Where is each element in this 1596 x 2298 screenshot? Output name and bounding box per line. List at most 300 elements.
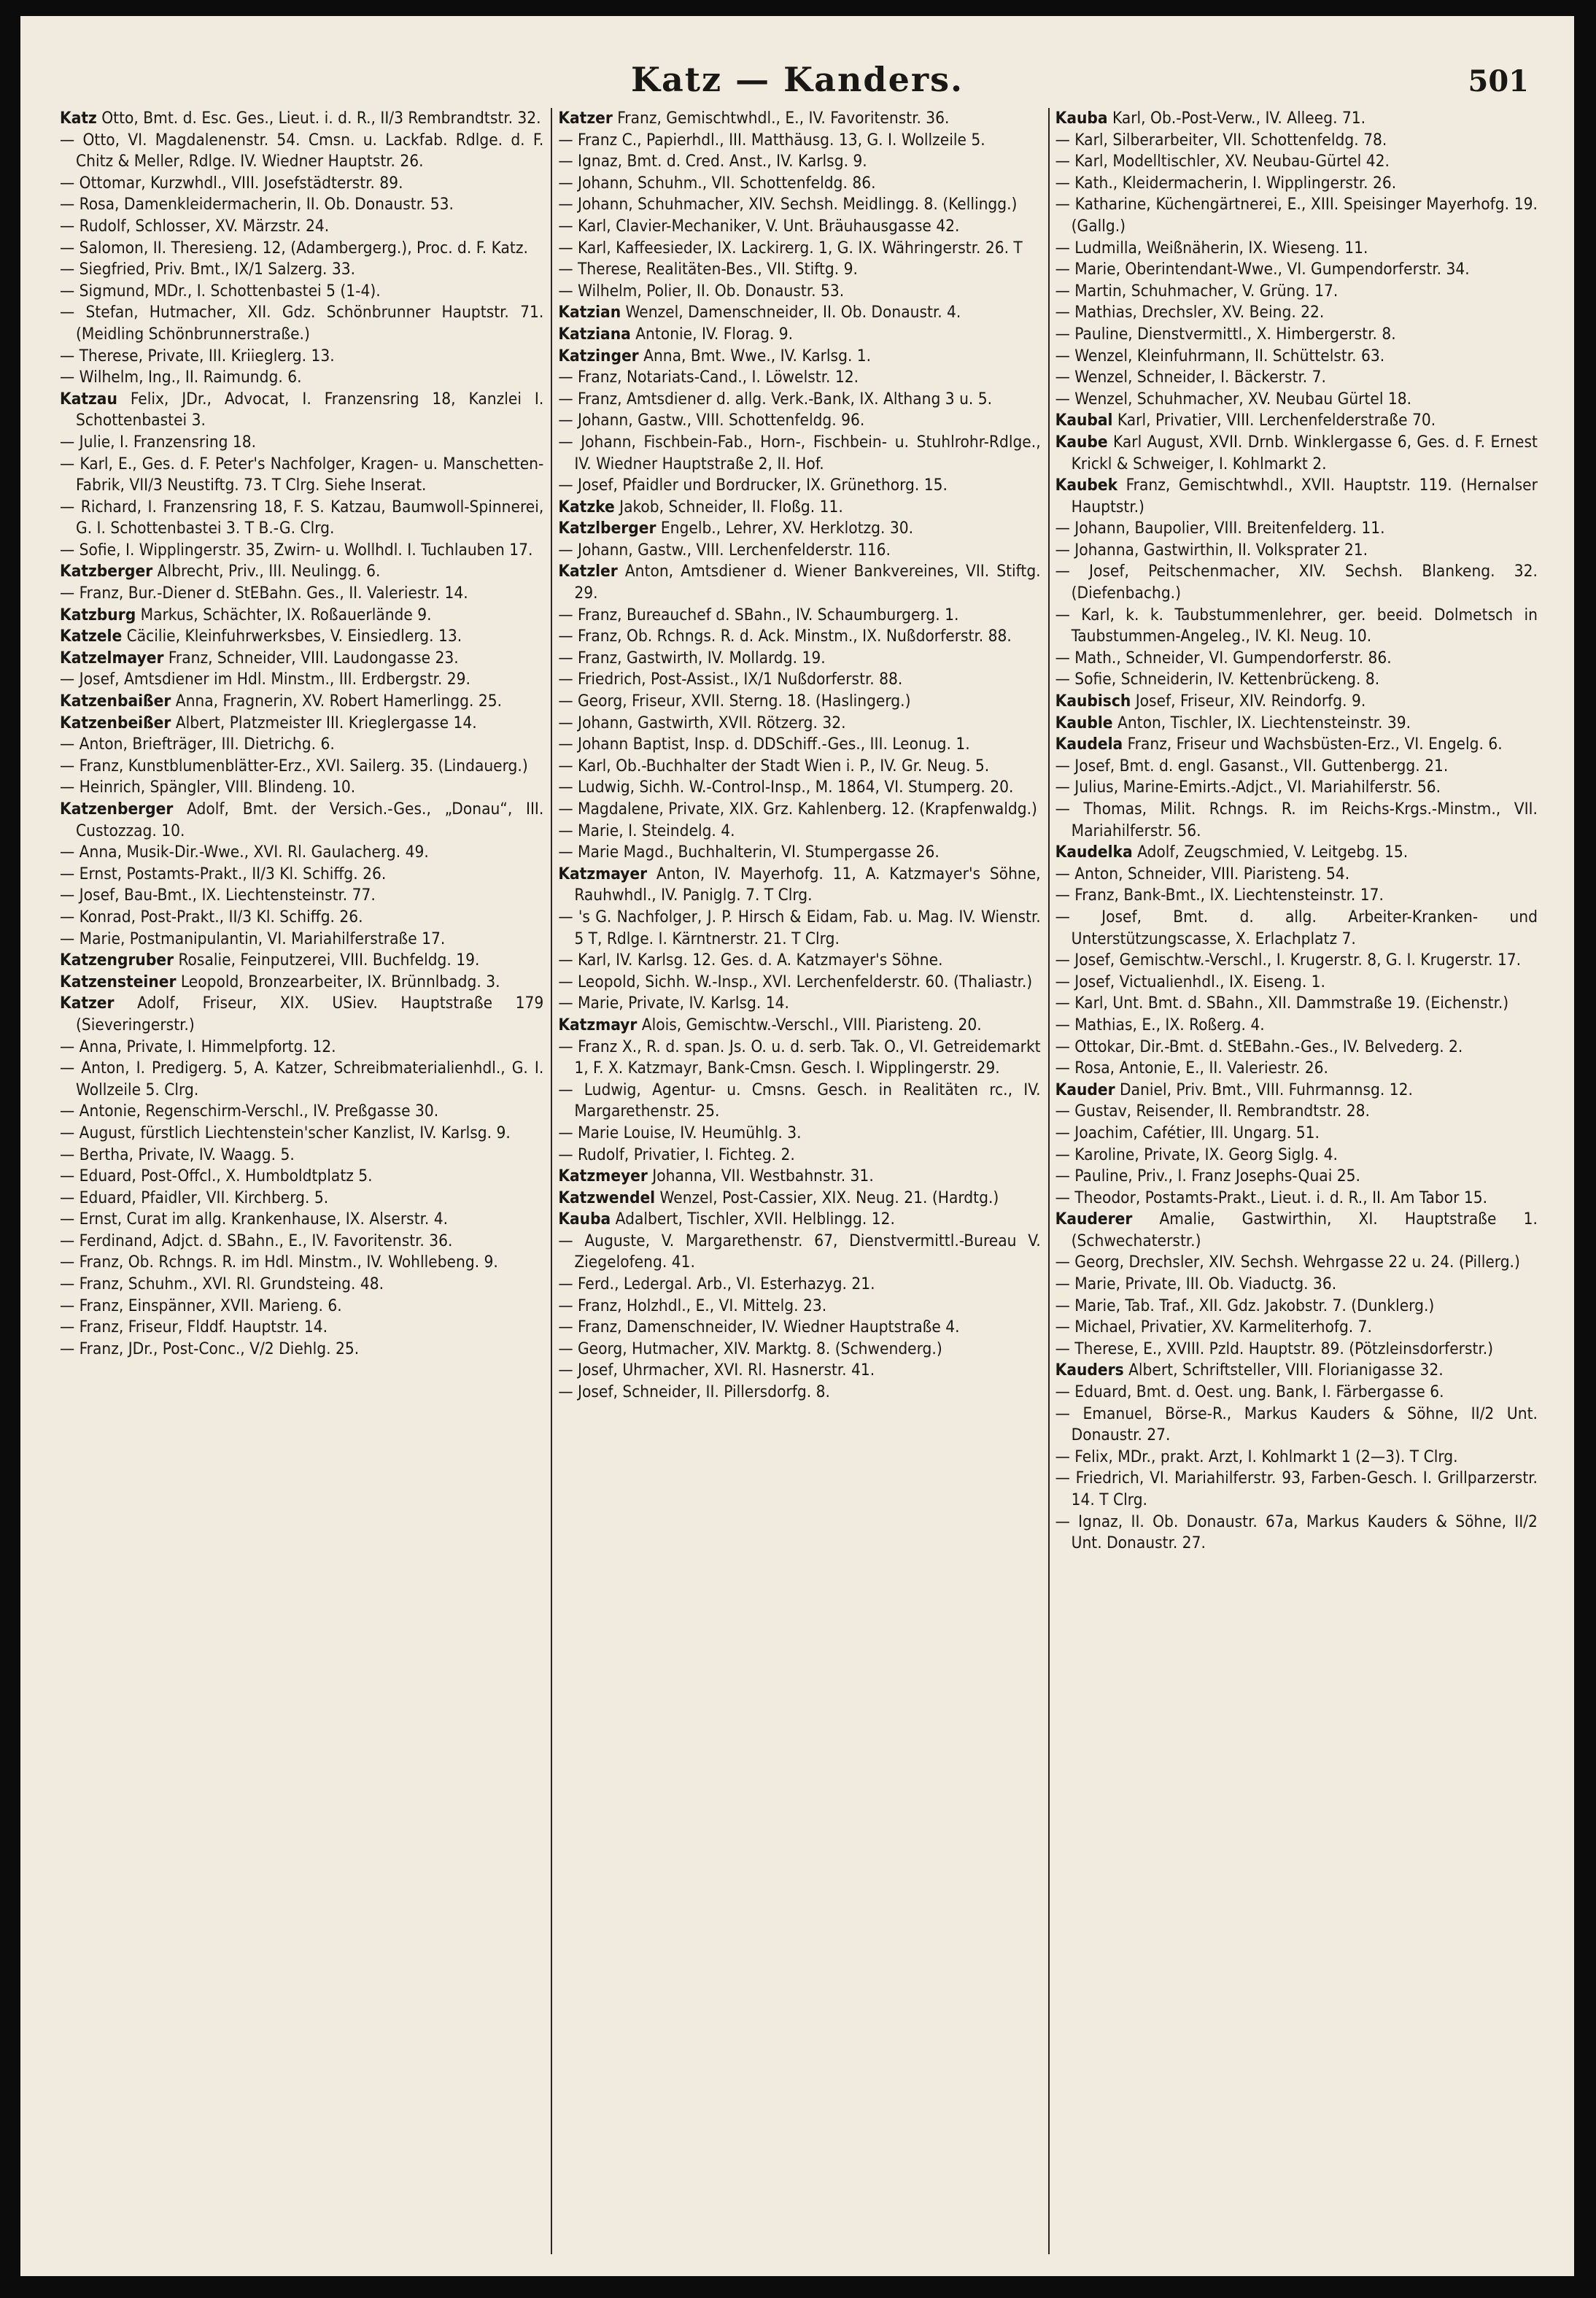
directory-entry bbox=[60, 1231, 543, 1253]
directory-entry bbox=[1055, 950, 1538, 972]
directory-entry bbox=[60, 194, 543, 216]
entry-surname: Katzer bbox=[60, 994, 115, 1013]
directory-entry bbox=[1055, 1339, 1538, 1361]
entry-text: Franz, Schneider, VIII. Laudongasse 23. bbox=[163, 648, 459, 668]
entry-text: — Marie, I. Steindelg. 4. bbox=[558, 821, 735, 840]
directory-entry bbox=[558, 691, 1040, 713]
directory-entry bbox=[60, 259, 543, 281]
directory-entry bbox=[558, 540, 1040, 562]
entry-text: — Franz C., Papierhdl., III. Matthäusg. 13, G. I. Wollzeile 5. bbox=[558, 130, 985, 150]
directory-entry bbox=[60, 1317, 543, 1339]
entry-text: — Josef, Victualienhdl., IX. Eiseng. 1. bbox=[1055, 972, 1325, 991]
entry-text: — Franz, Ob. Rchngs. R. d. Ack. Minstm., IX. Nußdorferstr. 88. bbox=[558, 627, 1012, 646]
entry-text: — Karl, IV. Karlsg. 12. Ges. d. A. Katzmayer's Söhne. bbox=[558, 951, 943, 970]
entry-text: — Wenzel, Schuhmacher, XV. Neubau Gürtel 18. bbox=[1055, 389, 1412, 409]
entry-text: — Franz, Amtsdiener d. allg. Verk.-Bank, IX. Althang 3 u. 5. bbox=[558, 389, 993, 409]
entry-text: — Ferd., Ledergal. Arb., VI. Esterhazyg. 21. bbox=[558, 1274, 875, 1294]
entry-surname: Katzberger bbox=[60, 562, 153, 581]
entry-surname: Katzian bbox=[558, 303, 621, 322]
directory-entry bbox=[558, 1360, 1040, 1382]
directory-entry bbox=[558, 475, 1040, 497]
directory-entry bbox=[60, 907, 543, 929]
directory-entry bbox=[558, 799, 1040, 821]
entry-surname: Katzmayr bbox=[558, 1015, 638, 1034]
directory-entry bbox=[1055, 432, 1538, 475]
entry-text: — Johann, Schuhmacher, XIV. Sechsh. Meidlingg. 8. (Kellingg.) bbox=[558, 195, 1018, 214]
entry-text: — Anna, Musik-Dir.-Wwe., XVI. Rl. Gaulacherg. 49. bbox=[60, 843, 429, 862]
entry-text: — Antonie, Regenschirm-Verschl., IV. Preßgasse 30. bbox=[60, 1102, 439, 1121]
directory-entry bbox=[558, 281, 1040, 303]
entry-text: — Salomon, II. Theresieng. 12, (Adambergerg.), Proc. d. F. Katz. bbox=[60, 238, 528, 258]
directory-entry bbox=[558, 626, 1040, 648]
entry-text: — Franz, Ob. Rchngs. R. im Hdl. Minstm., IV. Wohllebeng. 9. bbox=[60, 1253, 498, 1272]
directory-entry bbox=[60, 1123, 543, 1145]
directory-entry bbox=[60, 302, 543, 345]
directory-entry bbox=[558, 1382, 1040, 1404]
directory-entry bbox=[558, 1145, 1040, 1167]
directory-entry bbox=[558, 648, 1040, 670]
directory-entry bbox=[558, 1015, 1040, 1037]
directory-entry bbox=[1055, 194, 1538, 237]
entry-text: — Richard, I. Franzensring 18, F. S. Katzau, Baumwoll-Spinnerei, G. I. Schottenbastei 3. T B.-G. Clrg. bbox=[60, 497, 544, 538]
entry-surname: Kaubek bbox=[1055, 476, 1118, 495]
entry-text: — Ottokar, Dir.-Bmt. d. StEBahn.-Ges., IV. Belvederg. 2. bbox=[1055, 1037, 1463, 1056]
entry-text: — Anton, I. Predigerg. 5, A. Katzer, Schreibmaterialienhdl., G. I. Wollzeile 5. Clrg. bbox=[60, 1059, 544, 1099]
directory-entry bbox=[558, 756, 1040, 778]
directory-entry bbox=[1055, 1145, 1538, 1167]
entry-text: — Johann, Gastwirth, XVII. Rötzerg. 32. bbox=[558, 713, 846, 732]
directory-entry bbox=[60, 777, 543, 799]
entry-text: — Anton, Schneider, VIII. Piaristeng. 54. bbox=[1055, 864, 1350, 883]
entry-text: — Karl, Silberarbeiter, VII. Schottenfeldg. 78. bbox=[1055, 130, 1387, 150]
entry-text: — Franz, Damenschneider, IV. Wiedner Hauptstraße 4. bbox=[558, 1318, 960, 1337]
directory-entry bbox=[558, 993, 1040, 1015]
entry-text: Jakob, Schneider, II. Floßg. 11. bbox=[614, 497, 843, 517]
entry-text: Daniel, Priv. Bmt., VIII. Fuhrmannsg. 12. bbox=[1115, 1080, 1413, 1099]
entry-text: — Otto, VI. Magdalenenstr. 54. Cmsn. u. Lackfab. Rdlge. d. F. Chitz & Meller, Rdlge. IV. Wiedner Hauptstr. 26. bbox=[60, 130, 544, 171]
directory-entry bbox=[558, 669, 1040, 691]
entry-text: — Karl, Modelltischler, XV. Neubau-Gürtel 42. bbox=[1055, 152, 1390, 171]
entry-surname: Kauderer bbox=[1055, 1210, 1133, 1229]
entry-text: — Johann, Gastw., VIII. Lerchenfelderstr. 116. bbox=[558, 540, 891, 560]
entry-text: — Mathias, Drechsler, XV. Being. 22. bbox=[1055, 303, 1325, 322]
entry-text: — Karl, Kaffeesieder, IX. Lackirerg. 1, G. IX. Währingerstr. 26. T bbox=[558, 238, 1023, 258]
entry-text: — Franz, Holzhdl., E., VI. Mittelg. 23. bbox=[558, 1296, 827, 1315]
entry-text: — Ernst, Postamts-Prakt., II/3 Kl. Schiffg. 26. bbox=[60, 864, 387, 883]
directory-entry bbox=[1055, 1360, 1538, 1382]
entry-text: — Johann, Baupolier, VIII. Breitenfelderg. 11. bbox=[1055, 519, 1385, 538]
entry-text: — Franz, JDr., Post-Conc., V/2 Diehlg. 25. bbox=[60, 1339, 360, 1358]
entry-text: — Eduard, Bmt. d. Oest. ung. Bank, I. Färbergasse 6. bbox=[1055, 1382, 1444, 1402]
entry-text: — Anton, Briefträger, III. Dietrichg. 6. bbox=[60, 735, 335, 754]
directory-entry bbox=[60, 669, 543, 691]
entry-text: — Ludmilla, Weißnäherin, IX. Wieseng. 11. bbox=[1055, 238, 1368, 258]
directory-entry bbox=[558, 713, 1040, 735]
directory-entry bbox=[1055, 885, 1538, 907]
entry-text: — Josef, Schneider, II. Pillersdorfg. 8. bbox=[558, 1382, 830, 1402]
directory-entry bbox=[60, 1296, 543, 1318]
directory-entry bbox=[60, 993, 543, 1036]
directory-entry bbox=[60, 1166, 543, 1188]
entry-surname: Kaudela bbox=[1055, 735, 1123, 754]
entry-text: — Franz, Schuhm., XVI. Rl. Grundsteing. 48. bbox=[60, 1274, 384, 1294]
entry-text: — Therese, Private, III. Kriieglerg. 13. bbox=[60, 346, 335, 365]
directory-entry bbox=[60, 1274, 543, 1296]
entry-text: — Leopold, Sichh. W.-Insp., XVI. Lerchenfelderstr. 60. (Thaliastr.) bbox=[558, 972, 1033, 991]
directory-entry bbox=[1055, 691, 1538, 713]
entry-text: — Pauline, Dienstvermittl., X. Himbergerstr. 8. bbox=[1055, 324, 1396, 344]
entry-text: — Karl, k. k. Taubstummenlehrer, ger. beeid. Dolmetsch in Taubstummen-Angeleg., IV. Kl. Neug. 10. bbox=[1055, 605, 1538, 646]
entry-surname: Katzau bbox=[60, 389, 117, 409]
entry-text: Franz, Friseur und Wachsbüsten-Erz., VI. Engelg. 6. bbox=[1123, 735, 1503, 754]
entry-text: — Wenzel, Schneider, I. Bäckerstr. 7. bbox=[1055, 368, 1326, 387]
directory-entry bbox=[60, 389, 543, 432]
directory-entry bbox=[558, 302, 1040, 324]
entry-text: Wenzel, Damenschneider, II. Ob. Donaustr. 4. bbox=[621, 303, 961, 322]
directory-entry bbox=[1055, 281, 1538, 303]
entry-text: — Georg, Friseur, XVII. Sterng. 18. (Haslingerg.) bbox=[558, 692, 911, 711]
directory-entry bbox=[1055, 1188, 1538, 1210]
entry-text: — Franz X., R. d. span. Js. O. u. d. serb. Tak. O., VI. Getreidemarkt 1, F. X. Katzmayr, Bank-Cmsn. Gesch. I. Wipplingerstr. 29. bbox=[558, 1037, 1041, 1078]
directory-entry bbox=[60, 367, 543, 389]
directory-entry bbox=[558, 842, 1040, 864]
entry-text: — Georg, Drechsler, XIV. Sechsh. Wehrgasse 22 u. 24. (Pillerg.) bbox=[1055, 1253, 1520, 1272]
directory-entry bbox=[1055, 1252, 1538, 1274]
entry-text: — Karl, E., Ges. d. F. Peter's Nachfolger, Kragen- u. Manschetten-Fabrik, VII/3 Neustiftg. 73. T Clrg. Siehe Inserat. bbox=[60, 454, 544, 495]
directory-entry bbox=[1055, 259, 1538, 281]
directory-entry bbox=[1055, 1058, 1538, 1080]
directory-entry bbox=[60, 561, 543, 583]
entry-text: Felix, JDr., Advocat, I. Franzensring 18, Kanzlei I. Schottenbastei 3. bbox=[76, 389, 544, 430]
entry-text: Johanna, VII. Westbahnstr. 31. bbox=[647, 1167, 874, 1186]
directory-entry bbox=[60, 605, 543, 627]
directory-entry bbox=[558, 108, 1040, 130]
directory-entry bbox=[558, 1317, 1040, 1339]
directory-entry bbox=[1055, 713, 1538, 735]
directory-entry bbox=[60, 1209, 543, 1231]
entry-text: — Martin, Schuhmacher, V. Grüng. 17. bbox=[1055, 281, 1339, 301]
entry-text: — Franz, Kunstblumenblätter-Erz., XVI. Sailerg. 35. (Lindauerg.) bbox=[60, 756, 528, 775]
directory-entry bbox=[1055, 1317, 1538, 1339]
entry-text: Anton, Tischler, IX. Liechtensteinstr. 39. bbox=[1112, 713, 1411, 732]
directory-entry bbox=[558, 777, 1040, 799]
directory-entry bbox=[60, 929, 543, 951]
directory-page bbox=[20, 16, 1574, 2276]
directory-entry bbox=[558, 151, 1040, 173]
directory-entry bbox=[60, 1339, 543, 1361]
directory-entry bbox=[1055, 238, 1538, 260]
entry-surname: Kaubal bbox=[1055, 411, 1113, 430]
entry-text: — Wenzel, Kleinfuhrmann, II. Schüttelstr. 63. bbox=[1055, 346, 1385, 365]
directory-entry bbox=[558, 367, 1040, 389]
entry-text: — Ignaz, Bmt. d. Cred. Anst., IV. Karlsg. 9. bbox=[558, 152, 867, 171]
entry-text: — Gustav, Reisender, II. Rembrandtstr. 28. bbox=[1055, 1102, 1370, 1121]
entry-surname: Katz bbox=[60, 109, 97, 128]
entry-text: — Siegfried, Priv. Bmt., IX/1 Salzerg. 33. bbox=[60, 260, 356, 279]
entry-text: — Magdalene, Private, XIX. Grz. Kahlenberg. 12. (Krapfenwaldg.) bbox=[558, 800, 1037, 819]
directory-entry bbox=[60, 238, 543, 260]
entry-text: — Michael, Privatier, XV. Karmeliterhofg. 7. bbox=[1055, 1318, 1372, 1337]
entry-text: — Anna, Private, I. Himmelpfortg. 12. bbox=[60, 1037, 336, 1056]
entry-text: Amalie, Gastwirthin, XI. Hauptstraße 1. (Schwechaterstr.) bbox=[1071, 1210, 1538, 1250]
directory-entry bbox=[558, 1188, 1040, 1210]
directory-entry bbox=[558, 130, 1040, 152]
directory-entry bbox=[558, 410, 1040, 432]
entry-surname: Kauble bbox=[1055, 713, 1113, 732]
entry-text: — Thomas, Milit. Rchngs. R. im Reichs-Krgs.-Minstm., VII. Mariahilferstr. 56. bbox=[1055, 800, 1538, 840]
entry-text: — Pauline, Priv., I. Franz Josephs-Quai 25. bbox=[1055, 1167, 1360, 1186]
entry-text: — Marie Louise, IV. Heumühlg. 3. bbox=[558, 1123, 802, 1142]
directory-entry bbox=[1055, 151, 1538, 173]
directory-entry bbox=[60, 864, 543, 886]
entry-text: Cäcilie, Kleinfuhrwerksbes, V. Einsiedlerg. 13. bbox=[122, 627, 462, 646]
entry-text: Josef, Friseur, XIV. Reindorfg. 9. bbox=[1131, 692, 1366, 711]
entry-text: Karl, Ob.-Post-Verw., IV. Alleeg. 71. bbox=[1107, 109, 1366, 128]
entry-text: Anna, Fragnerin, XV. Robert Hamerlingg. 25. bbox=[171, 692, 503, 711]
directory-entry bbox=[60, 691, 543, 713]
directory-entry bbox=[558, 216, 1040, 238]
directory-entry bbox=[1055, 734, 1538, 756]
entry-text: — Wilhelm, Ing., II. Raimundg. 6. bbox=[60, 368, 302, 387]
page-number: 501 bbox=[1468, 64, 1529, 98]
directory-entry bbox=[1055, 777, 1538, 799]
directory-entry bbox=[558, 1123, 1040, 1145]
entry-text: — Julius, Marine-Emirts.-Adjct., VI. Mariahilferstr. 56. bbox=[1055, 778, 1441, 797]
directory-entry bbox=[60, 756, 543, 778]
entry-text: — Franz, Bur.-Diener d. StEBahn. Ges., II. Valeriestr. 14. bbox=[60, 584, 468, 603]
directory-entry bbox=[60, 346, 543, 368]
entry-text: — Rosa, Antonie, E., II. Valeriestr. 26. bbox=[1055, 1059, 1328, 1078]
directory-entry bbox=[60, 540, 543, 562]
entry-surname: Katzler bbox=[558, 562, 618, 581]
directory-entry bbox=[1055, 993, 1538, 1015]
entry-surname: Katzwendel bbox=[558, 1188, 656, 1207]
directory-entry bbox=[1055, 1512, 1538, 1555]
entry-text: — Theodor, Postamts-Prakt., Lieut. i. d. R., II. Am Tabor 15. bbox=[1055, 1188, 1488, 1207]
entry-text: — Johann Baptist, Insp. d. DDSchiff.-Ges., III. Leonug. 1. bbox=[558, 735, 970, 754]
directory-entry bbox=[558, 734, 1040, 756]
entry-text: Alois, Gemischtw.-Verschl., VIII. Piaristeng. 20. bbox=[637, 1015, 982, 1034]
entry-text: — Johann, Schuhm., VII. Schottenfeldg. 86. bbox=[558, 173, 876, 193]
directory-entry bbox=[1055, 561, 1538, 604]
entry-surname: Kauder bbox=[1055, 1080, 1115, 1099]
running-title: Katz — Kanders. bbox=[631, 60, 964, 99]
entry-text: Adolf, Zeugschmied, V. Leitgebg. 15. bbox=[1132, 843, 1409, 862]
entry-text: — Karl, Ob.-Buchhalter der Stadt Wien i. P., IV. Gr. Neug. 5. bbox=[558, 756, 990, 775]
entry-text: — Josef, Peitschenmacher, XIV. Sechsh. Blankeng. 32. (Diefenbachg.) bbox=[1055, 562, 1538, 603]
directory-entry bbox=[1055, 1447, 1538, 1469]
directory-entry bbox=[1055, 669, 1538, 691]
entry-text: Adolf, Bmt. der Versich.-Ges., „Donau“, III. Custozzag. 10. bbox=[76, 800, 544, 840]
entry-text: — Josef, Gemischtw.-Verschl., I. Krugerstr. 8, G. I. Krugerstr. 17. bbox=[1055, 951, 1522, 970]
entry-text: — Johann, Fischbein-Fab., Horn-, Fischbein- u. Stuhlrohr-Rdlge., IV. Wiedner Hauptstraße 2, II. Hof. bbox=[558, 432, 1041, 473]
directory-entry bbox=[558, 561, 1040, 604]
entry-text: Anna, Bmt. Wwe., IV. Karlsg. 1. bbox=[638, 346, 872, 365]
entry-text: Albrecht, Priv., III. Neulingg. 6. bbox=[152, 562, 381, 581]
entry-text: Adolf, Friseur, XIX. USiev. Hauptstraße 179 (Sieveringerstr.) bbox=[76, 994, 544, 1034]
entry-surname: Katzmayer bbox=[558, 864, 648, 883]
entry-text: Markus, Schächter, IX. Roßauerlände 9. bbox=[136, 605, 432, 624]
directory-entry bbox=[558, 518, 1040, 540]
entry-text: — Marie, Postmanipulantin, VI. Mariahilferstraße 17. bbox=[60, 929, 446, 948]
directory-entry bbox=[60, 713, 543, 735]
directory-entry bbox=[1055, 864, 1538, 886]
entry-text: — Heinrich, Spängler, VIII. Blindeng. 10. bbox=[60, 778, 356, 797]
directory-entry bbox=[60, 108, 543, 130]
directory-entry bbox=[1055, 1166, 1538, 1188]
entry-surname: Katzmeyer bbox=[558, 1167, 648, 1186]
directory-entry bbox=[558, 346, 1040, 368]
entry-text: Franz, Gemischtwhdl., E., IV. Favoritenstr. 36. bbox=[612, 109, 950, 128]
entry-text: — Josef, Bau-Bmt., IX. Liechtensteinstr. 77. bbox=[60, 886, 376, 905]
column-2 bbox=[551, 108, 1047, 2254]
entry-text: — Ludwig, Sichh. W.-Control-Insp., M. 1864, VI. Stumperg. 20. bbox=[558, 778, 1014, 797]
directory-entry bbox=[558, 1209, 1040, 1231]
directory-entry bbox=[60, 950, 543, 972]
entry-text: — Karl, Unt. Bmt. d. SBahn., XII. Dammstraße 19. (Eichenstr.) bbox=[1055, 994, 1509, 1013]
entry-text: — Sigmund, MDr., I. Schottenbastei 5 (1-4). bbox=[60, 281, 381, 301]
directory-entry bbox=[558, 605, 1040, 627]
directory-entry bbox=[1055, 907, 1538, 950]
directory-entry bbox=[60, 1058, 543, 1101]
directory-entry bbox=[60, 1252, 543, 1274]
entry-text: — Ignaz, II. Ob. Donaustr. 67a, Markus Kauders & Söhne, II/2 Unt. Donaustr. 27. bbox=[1055, 1512, 1538, 1553]
entry-text: Wenzel, Post-Cassier, XIX. Neug. 21. (Hardtg.) bbox=[655, 1188, 999, 1207]
entry-text: — Therese, E., XVIII. Pzld. Hauptstr. 89. (Pötzleinsdorferstr.) bbox=[1055, 1339, 1494, 1358]
entry-text: — Ottomar, Kurzwhdl., VIII. Josefstädterstr. 89. bbox=[60, 173, 403, 193]
entry-text: Leopold, Bronzearbeiter, IX. Brünnlbadg. 3. bbox=[176, 972, 500, 991]
entry-text: — Stefan, Hutmacher, XII. Gdz. Schönbrunner Hauptstr. 71. (Meidling Schönbrunnerstraße.) bbox=[60, 303, 544, 344]
entry-surname: Kauders bbox=[1055, 1361, 1124, 1380]
entry-surname: Katzele bbox=[60, 627, 123, 646]
entry-text: — 's G. Nachfolger, J. P. Hirsch & Eidam, Fab. u. Mag. IV. Wienstr. 5 T, Rdlge. I. Kärntnerstr. 21. T Clrg. bbox=[558, 907, 1041, 948]
entry-text: — Julie, I. Franzensring 18. bbox=[60, 432, 257, 452]
entry-text: Karl, Privatier, VIII. Lerchenfelderstraße 70. bbox=[1112, 411, 1436, 430]
entry-text: — Josef, Bmt. d. engl. Gasanst., VII. Guttenbergg. 21. bbox=[1055, 756, 1449, 775]
directory-entry bbox=[558, 1037, 1040, 1080]
directory-entry bbox=[1055, 130, 1538, 152]
directory-entry bbox=[558, 950, 1040, 972]
directory-entry bbox=[1055, 1296, 1538, 1318]
entry-text: — Eduard, Post-Offcl., X. Humboldtplatz 5. bbox=[60, 1167, 373, 1186]
entry-text: Albert, Schriftsteller, VIII. Florianigasse 32. bbox=[1123, 1361, 1444, 1380]
directory-entry bbox=[558, 972, 1040, 994]
entry-text: — Rosa, Damenkleidermacherin, II. Ob. Donaustr. 53. bbox=[60, 195, 454, 214]
entry-text: Rosalie, Feinputzerei, VIII. Buchfeldg. 19. bbox=[174, 951, 480, 970]
directory-entry bbox=[558, 1296, 1040, 1318]
entry-text: — Franz, Friseur, Flddf. Hauptstr. 14. bbox=[60, 1318, 328, 1337]
directory-entry bbox=[1055, 540, 1538, 562]
directory-entry bbox=[1055, 518, 1538, 540]
directory-entry bbox=[60, 648, 543, 670]
directory-entry bbox=[558, 238, 1040, 260]
entry-text: — Eduard, Pfaidler, VII. Kirchberg. 5. bbox=[60, 1188, 329, 1207]
directory-entry bbox=[1055, 367, 1538, 389]
entry-text: Anton, IV. Mayerhofg. 11, A. Katzmayer's Söhne, Rauhwhdl., IV. Paniglg. 7. T Clrg. bbox=[574, 864, 1041, 905]
entry-surname: Katzengruber bbox=[60, 951, 174, 970]
directory-entry bbox=[1055, 1382, 1538, 1404]
directory-entry bbox=[1055, 302, 1538, 324]
directory-entry bbox=[60, 497, 543, 540]
entry-surname: Katzenberger bbox=[60, 800, 174, 819]
entry-text: Otto, Bmt. d. Esc. Ges., Lieut. i. d. R., II/3 Rembrandtstr. 32. bbox=[96, 109, 541, 128]
entry-text: — Franz, Bureauchef d. SBahn., IV. Schaumburgerg. 1. bbox=[558, 605, 959, 624]
directory-entry bbox=[1055, 756, 1538, 778]
entry-text: — Joachim, Cafétier, III. Ungarg. 51. bbox=[1055, 1123, 1320, 1142]
entry-surname: Katziana bbox=[558, 324, 631, 344]
directory-entry bbox=[60, 842, 543, 864]
directory-entry bbox=[558, 194, 1040, 216]
entry-text: — Bertha, Private, IV. Waagg. 5. bbox=[60, 1145, 295, 1164]
page-header bbox=[20, 38, 1574, 111]
directory-entry bbox=[60, 1037, 543, 1059]
entry-surname: Katzensteiner bbox=[60, 972, 177, 991]
directory-entry bbox=[1055, 1123, 1538, 1145]
entry-text: — Franz, Gastwirth, IV. Mollardg. 19. bbox=[558, 648, 826, 668]
entry-text: — Marie, Oberintendant-Wwe., VI. Gumpendorferstr. 34. bbox=[1055, 260, 1470, 279]
entry-text: — Friedrich, Post-Assist., IX/1 Nußdorferstr. 88. bbox=[558, 670, 903, 689]
directory-entry bbox=[1055, 842, 1538, 864]
entry-text: — Therese, Realitäten-Bes., VII. Stiftg. 9. bbox=[558, 260, 858, 279]
column-3 bbox=[1048, 108, 1545, 2254]
columns bbox=[54, 108, 1545, 2254]
directory-entry bbox=[1055, 1080, 1538, 1102]
entry-surname: Katzburg bbox=[60, 605, 136, 624]
entry-text: Franz, Gemischtwhdl., XVII. Hauptstr. 119. (Hernalser Hauptstr.) bbox=[1071, 476, 1538, 517]
directory-entry bbox=[1055, 605, 1538, 648]
entry-text: — Math., Schneider, VI. Gumpendorferstr. 86. bbox=[1055, 648, 1392, 668]
directory-entry bbox=[60, 885, 543, 907]
entry-surname: Kaube bbox=[1055, 432, 1108, 452]
directory-entry bbox=[1055, 1101, 1538, 1123]
directory-entry bbox=[1055, 346, 1538, 368]
directory-entry bbox=[60, 799, 543, 842]
entry-text: — Ludwig, Agentur- u. Cmsns. Gesch. in Realitäten rc., IV. Margarethenstr. 25. bbox=[558, 1080, 1041, 1121]
entry-text: Anton, Amtsdiener d. Wiener Bankvereines, VII. Stiftg. 29. bbox=[574, 562, 1041, 603]
entry-text: — Ferdinand, Adjct. d. SBahn., E., IV. Favoritenstr. 36. bbox=[60, 1231, 453, 1250]
directory-entry bbox=[1055, 324, 1538, 346]
directory-entry bbox=[558, 259, 1040, 281]
directory-entry bbox=[1055, 1468, 1538, 1511]
column-1 bbox=[54, 108, 551, 2254]
entry-text: — Josef, Pfaidler und Bordrucker, IX. Grünethorg. 15. bbox=[558, 476, 948, 495]
entry-surname: Kauba bbox=[558, 1210, 611, 1229]
entry-surname: Katzelmayer bbox=[60, 648, 164, 668]
entry-text: — Franz, Einspänner, XVII. Marieng. 6. bbox=[60, 1296, 342, 1315]
entry-text: — Josef, Bmt. d. allg. Arbeiter-Kranken- und Unterstützungscasse, X. Erlachplatz 7. bbox=[1055, 907, 1538, 948]
entry-text: Antonie, IV. Florag. 9. bbox=[630, 324, 794, 344]
entry-text: Engelb., Lehrer, XV. Herklotzg. 30. bbox=[656, 519, 914, 538]
entry-text: — Sofie, I. Wipplingerstr. 35, Zwirn- u. Wollhdl. I. Tuchlauben 17. bbox=[60, 540, 533, 560]
entry-text: — Rudolf, Schlosser, XV. Märzstr. 24. bbox=[60, 216, 330, 236]
directory-entry bbox=[60, 1101, 543, 1123]
directory-entry bbox=[558, 1166, 1040, 1188]
directory-entry bbox=[558, 324, 1040, 346]
directory-entry bbox=[558, 1274, 1040, 1296]
directory-entry bbox=[60, 583, 543, 605]
entry-text: — Sofie, Schneiderin, IV. Kettenbrückeng. 8. bbox=[1055, 670, 1380, 689]
directory-entry bbox=[1055, 108, 1538, 130]
entry-text: — Johanna, Gastwirthin, II. Volksprater 21. bbox=[1055, 540, 1368, 560]
directory-entry bbox=[1055, 1209, 1538, 1252]
entry-text: — Mathias, E., IX. Roßerg. 4. bbox=[1055, 1015, 1265, 1034]
directory-entry bbox=[558, 389, 1040, 411]
directory-entry bbox=[1055, 972, 1538, 994]
directory-entry bbox=[1055, 648, 1538, 670]
entry-text: Adalbert, Tischler, XVII. Helblingg. 12. bbox=[611, 1210, 895, 1229]
entry-text: — August, fürstlich Liechtenstein'scher Kanzlist, IV. Karlsg. 9. bbox=[60, 1123, 511, 1142]
directory-entry bbox=[60, 1188, 543, 1210]
